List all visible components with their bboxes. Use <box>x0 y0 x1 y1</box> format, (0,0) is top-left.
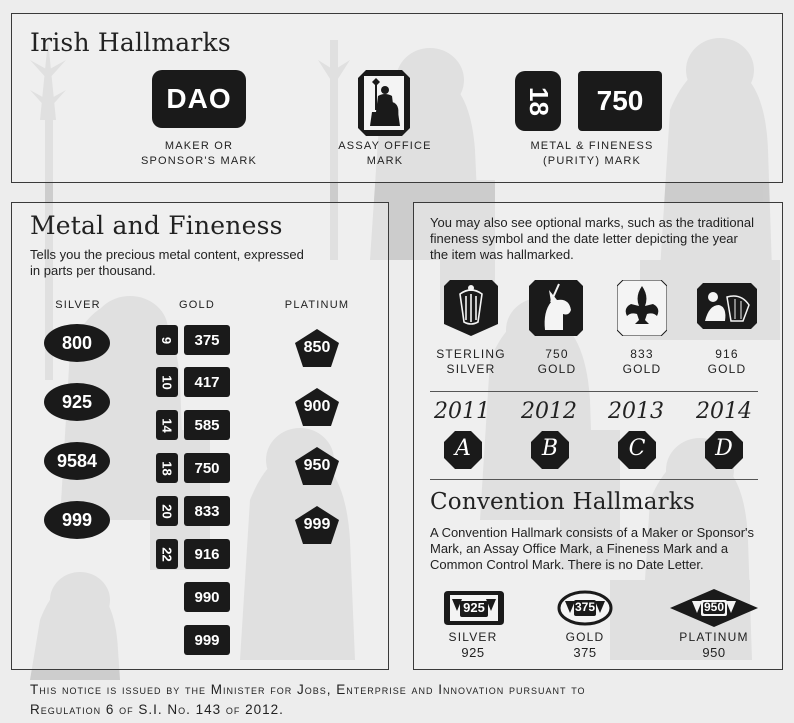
gold-fineness-mark <box>184 539 230 569</box>
convention-mark-platinum <box>670 589 758 627</box>
convention-mark-value: 950 <box>703 600 725 614</box>
silver-mark <box>44 324 110 362</box>
platinum-mark <box>294 505 340 545</box>
maker-caption <box>124 139 274 169</box>
silver-mark <box>44 501 110 539</box>
date-letter-mark <box>618 431 656 469</box>
silver-column-label: SILVER <box>55 299 101 311</box>
date-letter-mark <box>531 431 569 469</box>
gold-carat-text: 22 <box>159 546 175 562</box>
fineness-caption-line1: METAL & FINENESS <box>530 140 654 152</box>
optional-desc <box>430 215 780 263</box>
fineness-tag-text: 18 <box>523 86 554 116</box>
divider <box>430 391 758 392</box>
gold-carat-tag <box>156 367 178 397</box>
footer-line1: This notice is issued by the Minister for Jobs, Enterprise and Innovation pursuant to <box>30 682 586 697</box>
gold-carat-tag <box>156 453 178 483</box>
metal-fineness-panel <box>11 202 389 670</box>
gold-fineness-mark <box>184 325 230 355</box>
gold-carat-text: 18 <box>159 460 175 476</box>
maker-caption-line1: MAKER OR <box>164 140 234 152</box>
gold-carat-tag <box>156 325 178 355</box>
date-year: 2013 <box>608 399 664 424</box>
silver-mark-value: 999 <box>61 509 93 530</box>
silver-mark <box>44 383 110 421</box>
convention-desc-line3: Common Control Mark. There is no Date Letter. <box>430 557 704 572</box>
gold-fineness-mark <box>184 367 230 397</box>
symbol-caption <box>512 347 602 377</box>
date-letter: D <box>715 436 733 461</box>
gold-fineness-mark <box>184 496 230 526</box>
irish-hallmarks-title: Irish Hallmarks <box>30 28 231 57</box>
optional-desc-line2: fineness symbol and the date letter depicting the year <box>430 231 738 246</box>
maker-mark <box>152 70 246 128</box>
platinum-mark-value: 999 <box>303 516 331 533</box>
date-year: 2014 <box>696 399 752 424</box>
gold-fineness-value: 750 <box>194 459 220 477</box>
date-year: 2012 <box>521 399 577 424</box>
gold-fineness-value: 916 <box>194 545 220 563</box>
convention-caption-line1: SILVER <box>448 630 498 644</box>
symbol-caption-line1: STERLING <box>436 347 506 361</box>
symbol-caption-line2: GOLD <box>707 362 747 376</box>
gold-fineness-value: 417 <box>194 373 220 391</box>
convention-mark-value: 375 <box>574 600 596 614</box>
fineness-caption-line2: (PURITY) MARK <box>542 155 642 167</box>
silver-mark-value: 9584 <box>56 450 98 471</box>
convention-caption <box>428 630 518 660</box>
metal-fineness-title: Metal and Fineness <box>30 211 283 240</box>
silver-mark-value: 800 <box>61 332 93 353</box>
gold-carat-text: 20 <box>159 503 175 519</box>
fineness-tag-mark <box>515 71 561 131</box>
gold-fineness-value: 990 <box>194 588 220 606</box>
gold-fineness-value: 999 <box>194 631 220 649</box>
gold-carat-tag <box>156 496 178 526</box>
fineness-mark-text: 750 <box>596 85 644 116</box>
metal-fineness-desc <box>30 247 370 279</box>
silver-mark-value: 925 <box>61 391 93 412</box>
metal-desc-line1: Tells you the precious metal content, expressed <box>30 247 304 262</box>
gold-fineness-mark <box>184 410 230 440</box>
symbol-caption-line2: SILVER <box>446 362 496 376</box>
convention-caption-line1: GOLD <box>565 630 605 644</box>
gold-carat-tag <box>156 410 178 440</box>
footer-line2: Regulation 6 of S.I. No. 143 of 2012. <box>30 702 284 717</box>
convention-caption-line1: PLATINUM <box>679 630 749 644</box>
symbol-caption-line1: 916 <box>715 347 739 361</box>
optional-desc-line1: You may also see optional marks, such as the traditional <box>430 215 754 230</box>
date-letter-mark <box>705 431 743 469</box>
convention-caption-line2: 950 <box>702 645 726 660</box>
convention-desc-line2: Mark, an Assay Office Mark, a Fineness Mark and a <box>430 541 729 556</box>
fineness-caption <box>512 139 672 169</box>
convention-caption-line2: 375 <box>573 645 597 660</box>
gold-carat-text: 10 <box>159 374 175 390</box>
divider <box>430 479 758 480</box>
maker-caption-line2: SPONSOR'S MARK <box>140 155 258 167</box>
symbol-caption-line1: 833 <box>630 347 654 361</box>
convention-mark-silver <box>442 589 506 627</box>
assay-office-mark <box>358 70 410 136</box>
optional-marks-panel <box>413 202 783 670</box>
fleur-de-lis-icon <box>617 280 667 336</box>
assay-caption-line1: ASSAY OFFICE <box>338 140 432 152</box>
platinum-mark-value: 850 <box>303 339 331 356</box>
assay-caption-line2: MARK <box>366 155 404 167</box>
convention-desc-line1: A Convention Hallmark consists of a Maker or Sponsor's <box>430 525 755 540</box>
date-year: 2011 <box>434 399 490 424</box>
harp-icon <box>444 280 498 336</box>
platinum-mark <box>294 446 340 486</box>
gold-fineness-mark <box>184 453 230 483</box>
metal-desc-line2: in parts per thousand. <box>30 263 156 278</box>
convention-desc <box>430 525 780 573</box>
gold-carat-text: 14 <box>159 417 175 433</box>
hibernia-icon <box>697 283 757 329</box>
convention-caption <box>669 630 759 660</box>
unicorn-icon <box>529 280 583 336</box>
assay-caption <box>315 139 455 169</box>
date-letter: B <box>541 436 559 461</box>
date-letter: A <box>455 436 471 461</box>
gold-fineness-value: 375 <box>194 331 220 349</box>
maker-mark-text: DAO <box>166 83 232 114</box>
symbol-caption-line1: 750 <box>545 347 569 361</box>
irish-hallmarks-panel <box>11 13 783 183</box>
date-letter-mark <box>444 431 482 469</box>
fineness-mark <box>578 71 662 131</box>
platinum-mark <box>294 328 340 368</box>
platinum-mark <box>294 387 340 427</box>
date-letter: C <box>628 436 646 461</box>
symbol-caption-line2: GOLD <box>622 362 662 376</box>
symbol-caption <box>426 347 516 377</box>
convention-caption <box>540 630 630 660</box>
symbol-caption-line2: GOLD <box>537 362 577 376</box>
symbol-caption <box>682 347 772 377</box>
gold-fineness-value: 833 <box>194 502 220 520</box>
gold-carat-tag <box>156 539 178 569</box>
platinum-mark-value: 950 <box>303 457 331 474</box>
silver-mark <box>44 442 110 480</box>
gold-fineness-mark <box>184 582 230 612</box>
convention-mark-value: 925 <box>463 600 485 615</box>
convention-mark-gold <box>557 589 613 627</box>
convention-caption-line2: 925 <box>461 645 485 660</box>
platinum-column-label: PLATINUM <box>284 299 350 311</box>
legal-notice-footer <box>30 680 586 720</box>
gold-carat-text: 9 <box>159 336 175 344</box>
gold-fineness-value: 585 <box>194 416 220 434</box>
gold-column-label: GOLD <box>179 299 215 311</box>
platinum-mark-value: 900 <box>303 398 331 415</box>
symbol-caption <box>597 347 687 377</box>
gold-fineness-mark <box>184 625 230 655</box>
optional-desc-line3: the item was hallmarked. <box>430 247 574 262</box>
convention-title: Convention Hallmarks <box>430 489 695 515</box>
